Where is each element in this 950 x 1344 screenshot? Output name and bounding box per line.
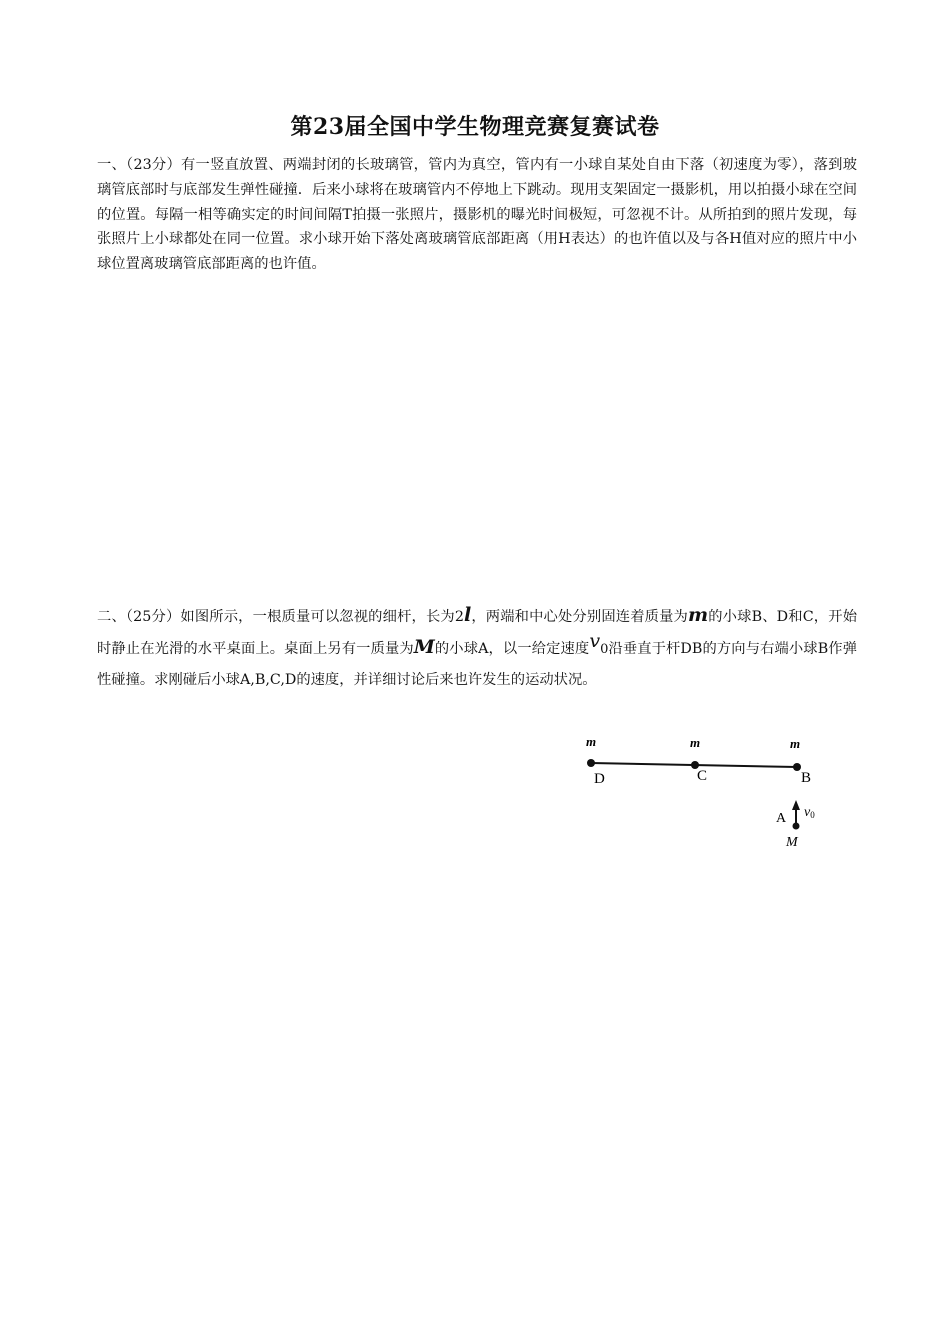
var-M: M	[413, 636, 435, 658]
question-2-text-5: 沿垂直于杆DB的方向与右端小球B作弹性碰撞。求刚碰后小球A,B,C,D的速度，并详细讨论后来也许发生的运动状况。	[97, 641, 857, 688]
question-2-text-2: ，两端和中心处分别固连着质量为	[471, 609, 688, 625]
ball-B	[793, 763, 801, 771]
velocity-label-sub: 0	[810, 810, 815, 820]
exam-title: 第23届全国中学生物理竞赛复赛试卷	[290, 114, 660, 140]
velocity-label-v: v	[804, 805, 811, 820]
point-label-A: A	[776, 811, 787, 826]
var-l: l	[463, 604, 472, 626]
mass-label-B: m	[790, 736, 801, 751]
question-2-text-1: 二、（25分）如图所示，一根质量可以忽视的细杆，长为2	[97, 609, 464, 625]
point-label-B: B	[801, 770, 812, 786]
ball-D	[587, 759, 595, 767]
question-1	[97, 153, 857, 277]
point-label-D: D	[594, 771, 605, 787]
velocity-arrow-head	[792, 800, 800, 810]
question-2-text-4: 的小球A，以一给定速度	[434, 641, 590, 657]
question-1-text: 一、（23分）有一竖直放置、两端封闭的长玻璃管，管内为真空，管内有一小球自某处自由下落（初速度为零），落到玻璃管底部时与底部发生弹性碰撞．后来小球将在玻璃管内不停地上下跳动。现用支架固定一摄影机，用以拍摄小球在空间的位置。每隔一相等确实定的时间间隔T拍摄一张照片，摄影机的曝光时间极短，可忽视不计。从所拍到的照片发现，每张照片上小球都处在同一位置。求小球开始下落处离玻璃管底部距离（用H表达）的也许值以及与各H值对应的照片中小球位置离玻璃管底部距离的也许值。	[97, 157, 857, 273]
var-v-subscript: 0	[600, 642, 609, 657]
question-2	[97, 600, 857, 695]
question-2-text-3: 的小球B、D和C，开始时静止在光滑的水平桌面上。桌面上另有一质量为	[97, 609, 857, 657]
velocity-label	[804, 805, 815, 820]
mass-label-A: M	[786, 835, 798, 850]
point-label-C: C	[697, 768, 708, 784]
mass-label-C: m	[690, 735, 701, 750]
var-m: m	[687, 604, 709, 626]
rod-collision-figure	[575, 730, 835, 855]
mass-label-D: m	[586, 734, 597, 749]
var-v: v	[589, 630, 601, 652]
